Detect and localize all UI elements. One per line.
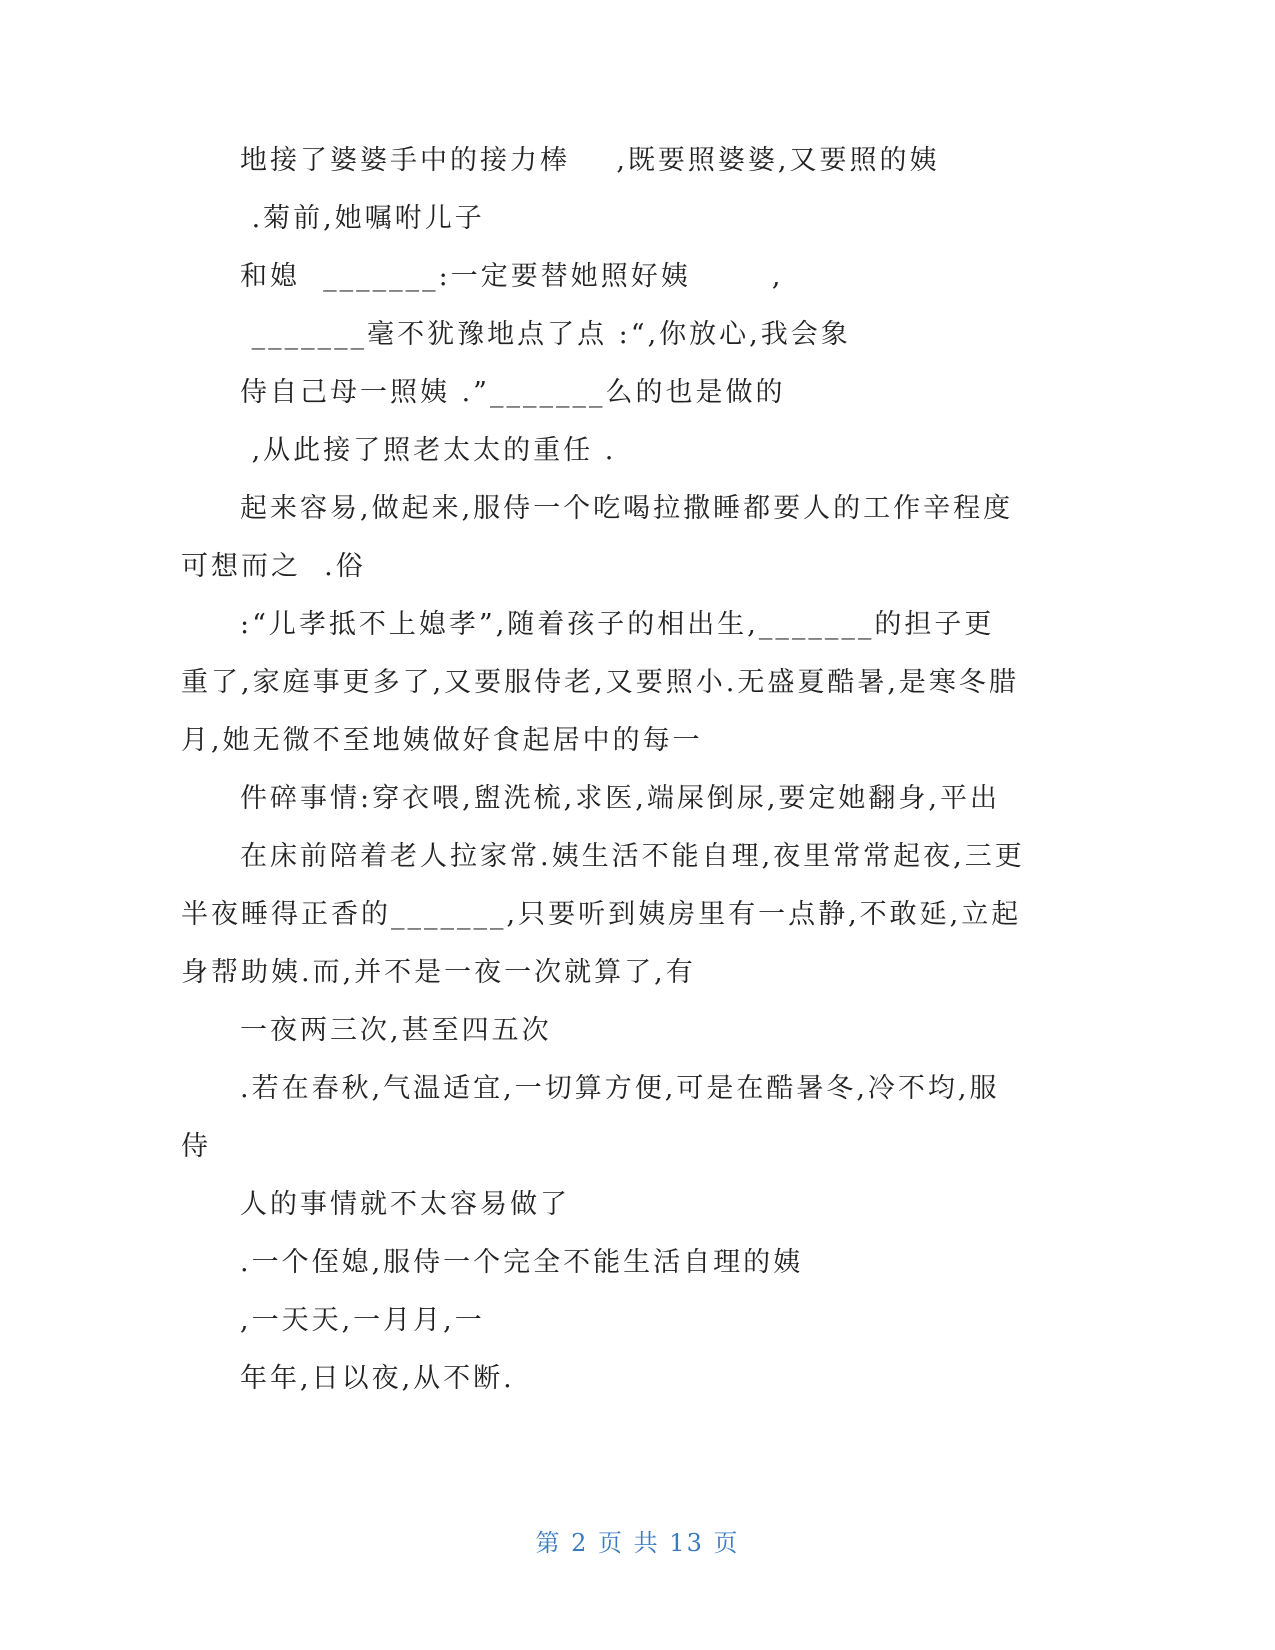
text-line: 在床前陪着老人拉家常.姨生活不能自理,夜里常常起夜,三更 — [240, 841, 1025, 872]
text-line: 半夜睡得正香的_______,只要听到姨房里有一点静,不敢延,立起 — [181, 899, 1022, 930]
text-line: 重了,家庭事更多了,又要服侍老,又要照小.无盛夏酷暑,是寒冬腊 — [181, 667, 1019, 698]
text-line: .若在春秋,气温适宜,一切算方便,可是在酷暑冬,冷不均,服 — [240, 1073, 1000, 1104]
text-line: ,从此接了照老太太的重任 . — [240, 435, 617, 466]
text-line: 地接了婆婆手中的接力棒 ,既要照婆婆,又要照的姨 — [240, 145, 940, 176]
text-line: 可想而之 .俗 — [181, 551, 366, 582]
text-line: 身帮助姨.而,并不是一夜一次就算了,有 — [181, 957, 696, 988]
page-number-footer: 第 2 页 共 13 页 — [535, 1529, 740, 1557]
text-line: 年年,日以夜,从不断. — [240, 1363, 515, 1394]
text-line: .菊前,她嘱咐儿子 — [240, 203, 485, 234]
text-line: .一个侄媳,服侍一个完全不能生活自理的姨 — [240, 1247, 804, 1278]
text-line: 一夜两三次,甚至四五次 — [240, 1015, 552, 1046]
text-line: 起来容易,做起来,服侍一个吃喝拉撒睡都要人的工作辛程度 — [240, 493, 1014, 524]
text-line: :“儿孝抵不上媳孝”,随着孩子的相出生,_______的担子更 — [240, 609, 995, 640]
text-line: 和媳 _______:一定要替她照好姨 , — [240, 261, 784, 292]
text-line: 人的事情就不太容易做了 — [240, 1189, 570, 1220]
text-line: _______毫不犹豫地点了点 :“,你放心,我会象 — [240, 319, 851, 350]
text-line: ,一天天,一月月,一 — [240, 1305, 485, 1336]
text-line: 件碎事情:穿衣喂,盥洗梳,求医,端屎倒尿,要定她翻身,平出 — [240, 783, 1001, 814]
text-line: 侍 — [181, 1131, 211, 1162]
text-line: 月,她无微不至地姨做好食起居中的每一 — [181, 725, 703, 756]
text-line: 侍自己母一照姨 .”_______么的也是做的 — [240, 377, 786, 408]
